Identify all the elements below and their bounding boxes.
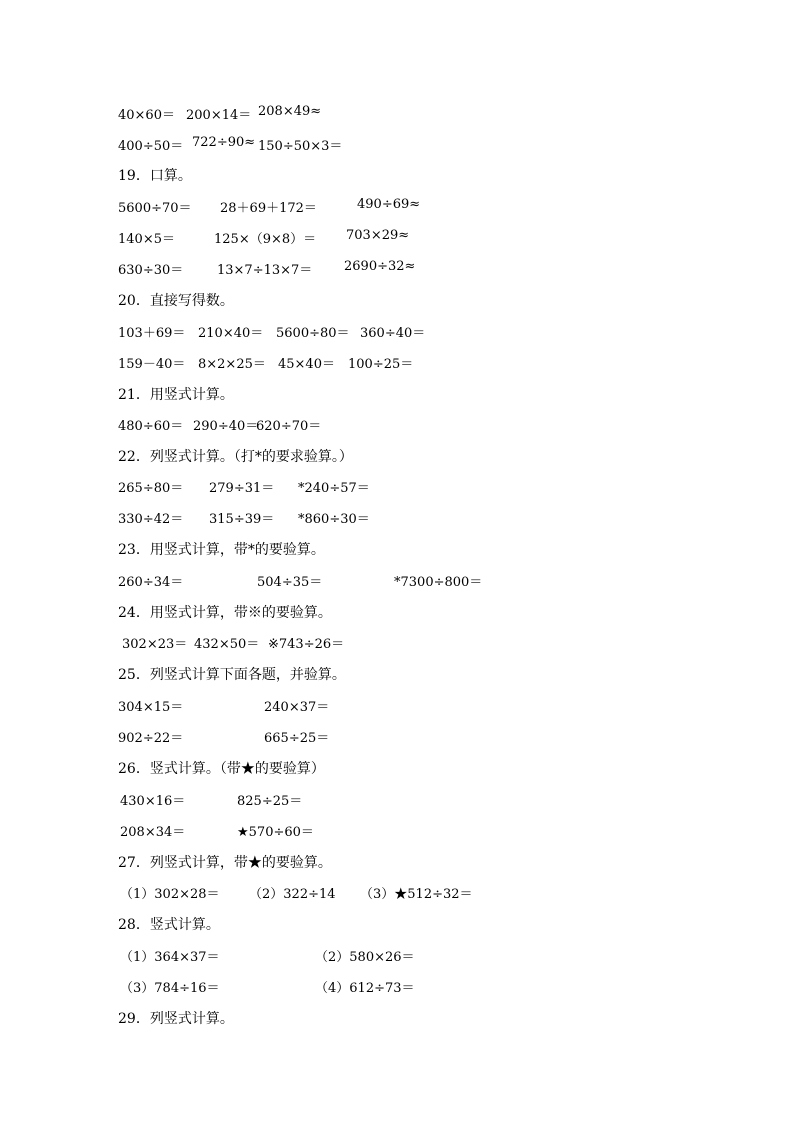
expression: （3）★512÷32＝: [360, 887, 473, 902]
expression: 620÷70＝: [256, 419, 322, 434]
expression: 40×60＝: [118, 108, 175, 123]
expression: （2）322÷14: [249, 887, 336, 902]
expression: 360÷40＝: [360, 326, 426, 341]
expression: 902÷22＝: [118, 731, 184, 746]
expression: 5600÷70＝: [118, 201, 192, 216]
question-heading: 27．列竖式计算，带★的要验算。: [118, 855, 332, 871]
question-heading: 19．口算。: [118, 168, 192, 184]
question-heading: 28．竖式计算。: [118, 917, 220, 933]
expression: 208×49≈: [258, 104, 322, 119]
expression: 825÷25＝: [237, 794, 303, 809]
expression: 140×5＝: [118, 232, 175, 247]
expression: 703×29≈: [346, 228, 410, 243]
expression: （1）302×28＝: [120, 887, 220, 902]
expression: 265÷80＝: [118, 481, 184, 496]
question-heading: 22．列竖式计算。（打*的要求验算。）: [118, 449, 353, 465]
expression: ※743÷26＝: [268, 637, 345, 652]
expression: 103＋69＝: [118, 326, 186, 341]
expression: *7300÷800＝: [394, 575, 483, 590]
expression: 279÷31＝: [209, 481, 275, 496]
expression: 210×40＝: [198, 326, 264, 341]
expression: 125×（9×8）＝: [214, 232, 317, 247]
expression: ★570÷60＝: [237, 825, 314, 840]
expression: 13×7÷13×7＝: [217, 263, 313, 278]
question-heading: 29．列竖式计算。: [118, 1011, 234, 1027]
expression: 100÷25＝: [348, 357, 414, 372]
expression: 150÷50×3＝: [258, 139, 343, 154]
expression: 432×50＝: [194, 637, 260, 652]
expression: *860÷30＝: [298, 512, 370, 527]
expression: 400÷50＝: [118, 139, 184, 154]
question-heading: 24．用竖式计算，带※的要验算。: [118, 605, 332, 621]
expression: 315÷39＝: [209, 512, 275, 527]
expression: 240×37＝: [264, 700, 330, 715]
expression: 722÷90≈: [192, 135, 256, 150]
expression: （2）580×26＝: [315, 950, 415, 965]
expression: 430×16＝: [120, 794, 186, 809]
expression: 302×23＝: [122, 637, 188, 652]
question-heading: 25．列竖式计算下面各题，并验算。: [118, 667, 346, 683]
expression: 28＋69＋172＝: [220, 201, 317, 216]
question-heading: 21．用竖式计算。: [118, 387, 234, 403]
expression: 304×15＝: [118, 700, 184, 715]
expression: 630÷30＝: [118, 263, 184, 278]
expression: 290÷40＝: [193, 419, 259, 434]
expression: 504÷35＝: [257, 575, 323, 590]
expression: 490÷69≈: [357, 197, 421, 212]
expression: 5600÷80＝: [276, 326, 350, 341]
expression: 200×14＝: [186, 108, 252, 123]
expression: 45×40＝: [278, 357, 335, 372]
expression: 260÷34＝: [118, 575, 184, 590]
question-heading: 23．用竖式计算，带*的要验算。: [118, 542, 325, 558]
expression: 665÷25＝: [264, 731, 330, 746]
expression: （4）612÷73＝: [315, 981, 415, 996]
question-heading: 20．直接写得数。: [118, 293, 234, 309]
expression: 159－40＝: [118, 357, 186, 372]
expression: 208×34＝: [120, 825, 186, 840]
expression: 330÷42＝: [118, 512, 184, 527]
expression: 480÷60＝: [118, 419, 184, 434]
expression: （3）784÷16＝: [120, 981, 220, 996]
question-heading: 26．竖式计算。（带★的要验算）: [118, 761, 325, 777]
expression: 2690÷32≈: [344, 259, 416, 274]
expression: *240÷57＝: [298, 481, 370, 496]
expression: 8×2×25＝: [198, 357, 266, 372]
expression: （1）364×37＝: [120, 950, 220, 965]
